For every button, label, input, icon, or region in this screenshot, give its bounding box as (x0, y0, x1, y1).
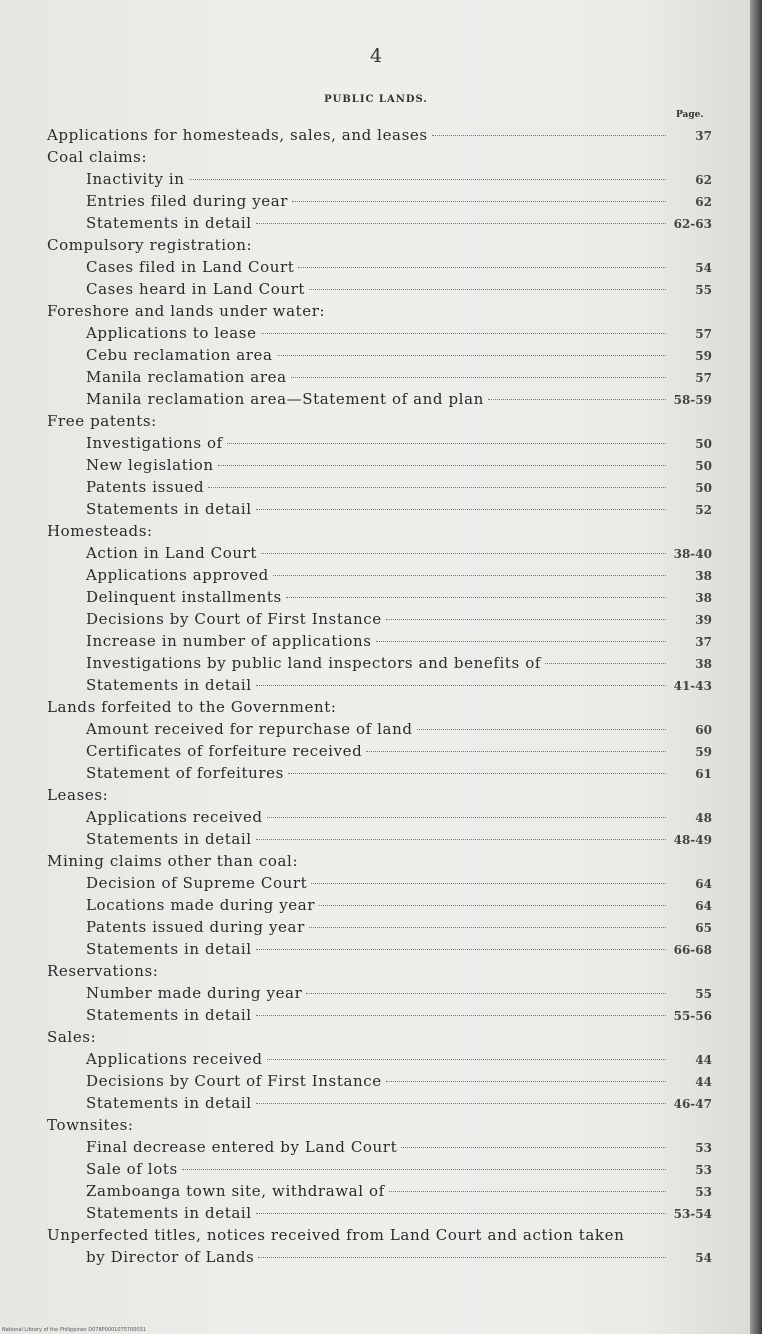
dot-leader (311, 883, 666, 884)
index-entry (86, 324, 712, 343)
scan-footer: National Library of the Philippines D078P0001075700031 (2, 1327, 146, 1333)
entry-text: Cases heard in Land Court (86, 280, 306, 298)
entry-text: Manila reclamation area (86, 368, 287, 386)
dot-leader (298, 267, 666, 268)
entry-page: 64 (695, 899, 712, 913)
dot-leader (291, 377, 666, 378)
dot-leader (277, 355, 666, 356)
index-entry (86, 610, 712, 629)
index-entry (86, 1050, 712, 1069)
dot-leader (488, 399, 666, 400)
index-entry (86, 478, 712, 497)
dot-leader (256, 1015, 666, 1016)
entry-page: 62 (695, 173, 712, 187)
index-entry (86, 830, 712, 849)
index-entry (86, 1094, 712, 1113)
entry-text: Certificates of forfeiture received (86, 742, 363, 760)
dot-leader (256, 1213, 666, 1214)
entry-page: 53 (695, 1141, 712, 1155)
dot-leader (389, 1191, 666, 1192)
index-entry (86, 170, 712, 189)
entry-page: 53 (695, 1185, 712, 1199)
dot-leader (267, 1059, 666, 1060)
dot-leader (256, 685, 666, 686)
index-entry (86, 544, 712, 563)
entry-page: 38-40 (673, 547, 712, 561)
dot-leader (366, 751, 666, 752)
entry-text: Statements in detail (86, 1204, 252, 1222)
index-entry (86, 940, 712, 959)
entry-page: 59 (695, 349, 712, 363)
entry-text: Statements in detail (86, 214, 252, 232)
index-entry (47, 126, 712, 145)
dot-leader (376, 641, 666, 642)
index-entry (86, 588, 712, 607)
dot-leader (261, 553, 666, 554)
dot-leader (189, 179, 666, 180)
entry-text: Statement of forfeitures (86, 764, 284, 782)
dot-leader (208, 487, 666, 488)
index-entry (86, 1248, 712, 1267)
index-heading: Reservations: (47, 962, 159, 980)
dot-leader (288, 773, 666, 774)
index-entry (86, 456, 712, 475)
entry-text: by Director of Lands (86, 1248, 255, 1266)
index-heading: Coal claims: (47, 148, 148, 166)
dot-leader (256, 1103, 666, 1104)
entry-text: Manila reclamation area—Statement of and plan (86, 390, 484, 408)
entry-page: 55 (695, 283, 712, 297)
entry-page: 66-68 (673, 943, 712, 957)
entry-page: 59 (695, 745, 712, 759)
index-entry (86, 1006, 712, 1025)
entry-page: 46-47 (673, 1097, 712, 1111)
entry-page: 60 (695, 723, 712, 737)
entry-page: 44 (695, 1053, 712, 1067)
index-heading: Sales: (47, 1028, 97, 1046)
entry-text: Decisions by Court of First Instance (86, 610, 382, 628)
entry-text: Cebu reclamation area (86, 346, 273, 364)
dot-leader (256, 223, 666, 224)
entry-text: Applications received (86, 808, 263, 826)
entry-text: Decision of Supreme Court (86, 874, 308, 892)
index-entry (86, 1138, 712, 1157)
entry-text: Applications approved (86, 566, 269, 584)
dot-leader (292, 201, 666, 202)
index-entry (86, 500, 712, 519)
index-entry (86, 390, 712, 409)
entry-text: Statements in detail (86, 830, 252, 848)
entry-page: 54 (695, 261, 712, 275)
index-entry (86, 214, 712, 233)
dot-leader (227, 443, 666, 444)
entry-page: 50 (695, 459, 712, 473)
entry-text: Action in Land Court (86, 544, 258, 562)
entry-text: Entries filed during year (86, 192, 289, 210)
entry-text: Zamboanga town site, withdrawal of (86, 1182, 385, 1200)
page-number: 4 (369, 45, 383, 67)
index-entry (86, 1072, 712, 1091)
dot-leader (545, 663, 666, 664)
entry-page: 61 (695, 767, 712, 781)
entry-page: 53 (695, 1163, 712, 1177)
entry-page: 44 (695, 1075, 712, 1089)
entry-text: Statements in detail (86, 500, 252, 518)
index-entry (86, 1204, 712, 1223)
entry-text: Investigations by public land inspectors and benefits of (86, 654, 541, 672)
entry-page: 57 (695, 327, 712, 341)
dot-leader (256, 839, 666, 840)
entry-page: 39 (695, 613, 712, 627)
entry-page: 38 (695, 591, 712, 605)
dot-leader (401, 1147, 666, 1148)
entry-text: Decisions by Court of First Instance (86, 1072, 382, 1090)
entry-text: Final decrease entered by Land Court (86, 1138, 398, 1156)
index-entry (86, 918, 712, 937)
entry-text: Locations made during year (86, 896, 316, 914)
dot-leader (286, 597, 666, 598)
entry-page: 37 (695, 129, 712, 143)
dot-leader (309, 927, 666, 928)
entry-page: 62-63 (673, 217, 712, 231)
entry-page: 53-54 (673, 1207, 712, 1221)
entry-page: 55 (695, 987, 712, 1001)
entry-text: Statements in detail (86, 676, 252, 694)
dot-leader (273, 575, 666, 576)
index-entry (86, 808, 712, 827)
entry-text: Statements in detail (86, 1094, 252, 1112)
entry-text: New legislation (86, 456, 214, 474)
dot-leader (261, 333, 666, 334)
index-entry (86, 764, 712, 783)
entry-page: 48-49 (673, 833, 712, 847)
dot-leader (417, 729, 666, 730)
index-heading: Foreshore and lands under water: (47, 302, 326, 320)
entry-text: Delinquent installments (86, 588, 282, 606)
index-entry (86, 720, 712, 739)
entry-page: 65 (695, 921, 712, 935)
index-entry (86, 566, 712, 585)
index-entry (86, 676, 712, 695)
index-entry (86, 1160, 712, 1179)
index-entry (86, 346, 712, 365)
dot-leader (386, 1081, 666, 1082)
page-edge-shadow (750, 0, 762, 1334)
entry-page: 48 (695, 811, 712, 825)
dot-leader (182, 1169, 666, 1170)
index-entry (86, 1182, 712, 1201)
dot-leader (256, 949, 666, 950)
dot-leader (319, 905, 666, 906)
index-entry (86, 984, 712, 1003)
dot-leader (258, 1257, 666, 1258)
entry-page: 50 (695, 437, 712, 451)
dot-leader (309, 289, 666, 290)
index-heading: Unperfected titles, notices received from Land Court and action taken (47, 1226, 625, 1244)
entry-page: 64 (695, 877, 712, 891)
index-heading: Mining claims other than coal: (47, 852, 299, 870)
entry-page: 62 (695, 195, 712, 209)
entry-text: Patents issued (86, 478, 205, 496)
index-entry (86, 368, 712, 387)
dot-leader (306, 993, 666, 994)
entry-page: 38 (695, 569, 712, 583)
index-entry (86, 632, 712, 651)
entry-page: 38 (695, 657, 712, 671)
section-title: PUBLIC LANDS. (324, 94, 428, 105)
index-entry (86, 280, 712, 299)
entry-text: Applications for homesteads, sales, and leases (47, 126, 428, 144)
entry-text: Patents issued during year (86, 918, 305, 936)
dot-leader (432, 135, 666, 136)
dot-leader (386, 619, 666, 620)
index-heading: Compulsory registration: (47, 236, 253, 254)
index-entry (86, 742, 712, 761)
entry-text: Statements in detail (86, 940, 252, 958)
index-entry (86, 192, 712, 211)
dot-leader (267, 817, 666, 818)
entry-text: Inactivity in (86, 170, 185, 188)
index-entry (86, 434, 712, 453)
entry-page: 55-56 (673, 1009, 712, 1023)
entry-text: Statements in detail (86, 1006, 252, 1024)
index-heading: Homesteads: (47, 522, 153, 540)
entry-text: Investigations of (86, 434, 223, 452)
entry-text: Number made during year (86, 984, 303, 1002)
entry-text: Amount received for repurchase of land (86, 720, 413, 738)
index-heading: Free patents: (47, 412, 157, 430)
index-heading: Lands forfeited to the Government: (47, 698, 337, 716)
entry-page: 41-43 (673, 679, 712, 693)
entry-page: 37 (695, 635, 712, 649)
index-entry (86, 258, 712, 277)
index-heading: Townsites: (47, 1116, 134, 1134)
entry-text: Sale of lots (86, 1160, 178, 1178)
page-column-label: Page. (676, 110, 704, 120)
index-entry (86, 874, 712, 893)
entry-text: Increase in number of applications (86, 632, 372, 650)
entry-page: 57 (695, 371, 712, 385)
index-entry (86, 896, 712, 915)
entry-page: 52 (695, 503, 712, 517)
entry-text: Applications to lease (86, 324, 257, 342)
entry-text: Cases filed in Land Court (86, 258, 295, 276)
index-entry (86, 654, 712, 673)
entry-page: 54 (695, 1251, 712, 1265)
index-heading: Leases: (47, 786, 109, 804)
entry-page: 58-59 (673, 393, 712, 407)
dot-leader (256, 509, 666, 510)
entry-page: 50 (695, 481, 712, 495)
dot-leader (218, 465, 666, 466)
entry-text: Applications received (86, 1050, 263, 1068)
